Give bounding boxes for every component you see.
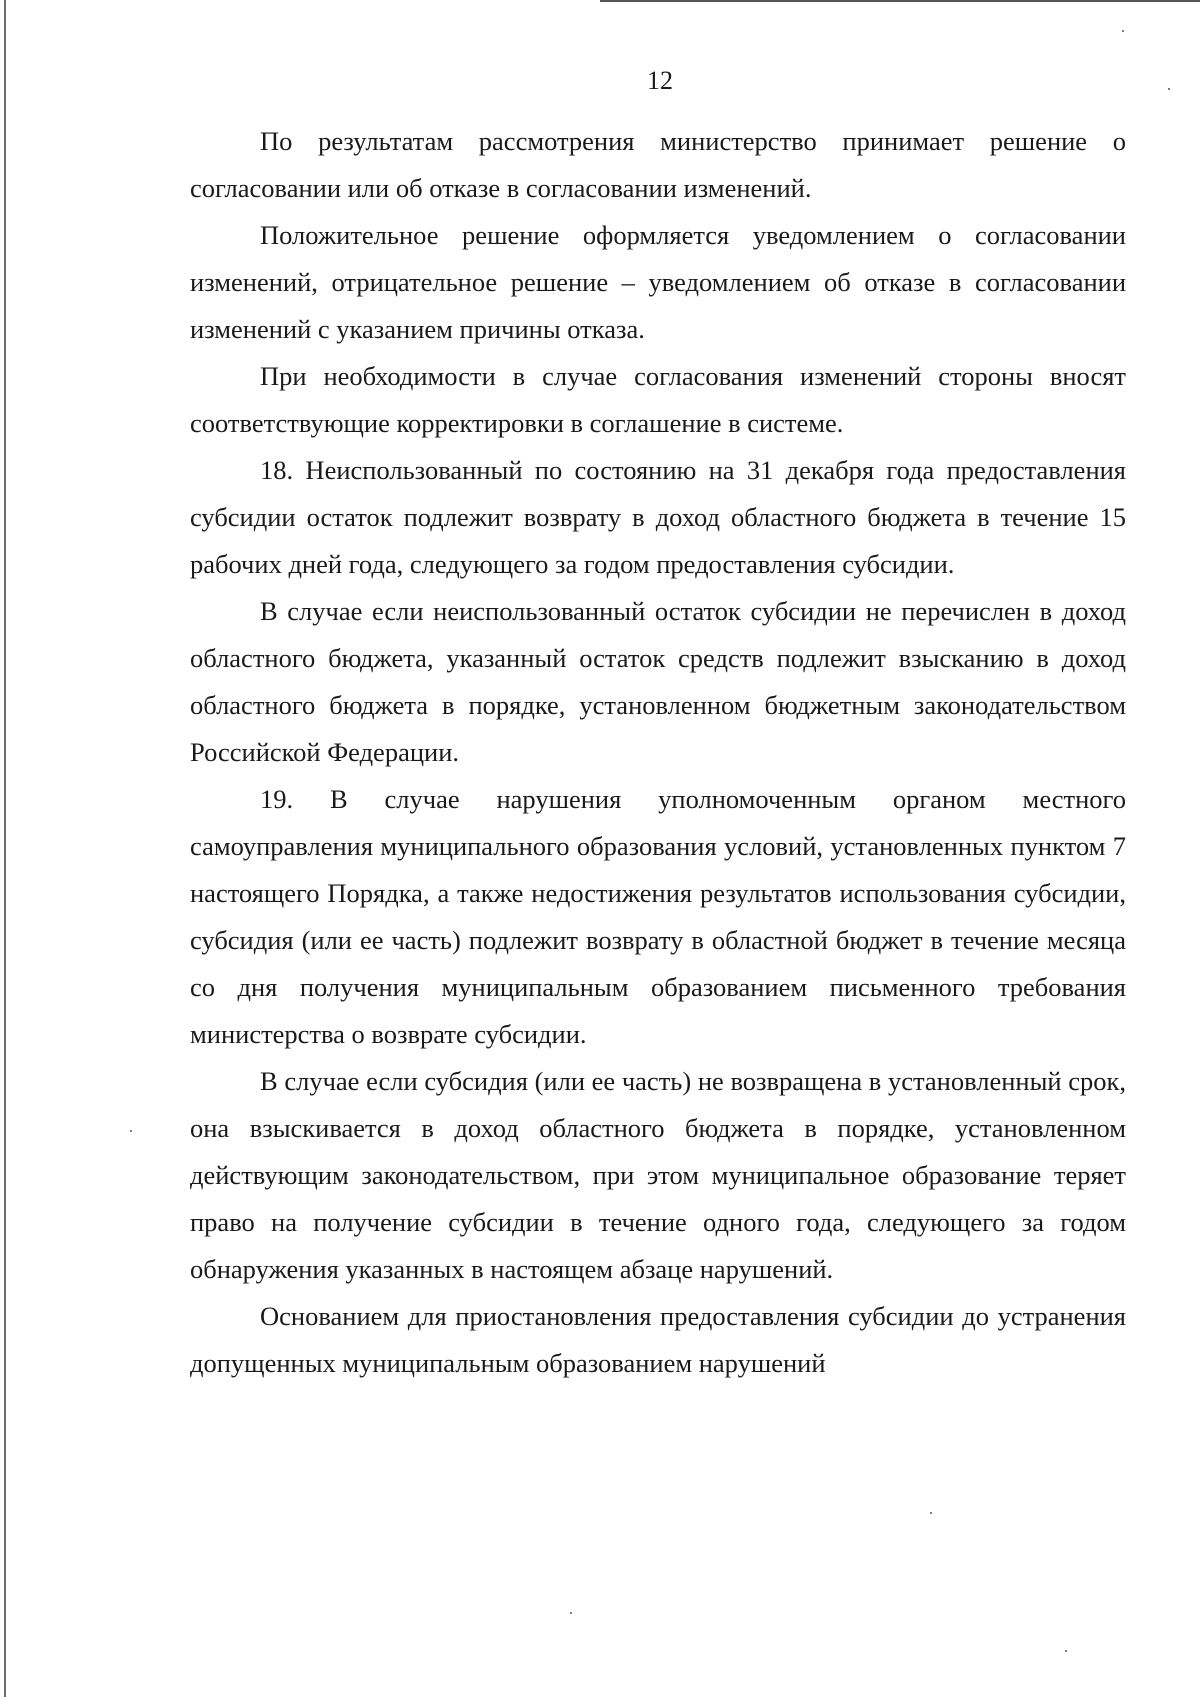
- scan-speck: [570, 1612, 572, 1614]
- page-number: 12: [647, 66, 673, 95]
- scan-speck: [130, 1130, 132, 1132]
- paragraph-suspension-basis: Основанием для приостановления предоставления субсидии до устранения допущенных муниципальным образованием нарушений: [190, 1301, 1126, 1378]
- scan-speck: [1065, 1650, 1067, 1652]
- scan-speck: [1122, 30, 1124, 32]
- scan-left-edge: [4, 0, 6, 1697]
- paragraph-item-18: 18. Неиспользованный по состоянию на 31 декабря года предоставления субсидии остаток подлежит возврату в доход областного бюджета в течение 15 рабочих дней года, следующего за годом предоставления субсидии.: [190, 455, 1126, 579]
- scan-top-rule: [600, 0, 1200, 2]
- paragraph-decision-notice: Положительное решение оформляется уведомлением о согласовании изменений, отрицательное решение – уведомлением об отказе в согласовании изменений с указанием причины отказа.: [190, 220, 1126, 344]
- paragraph-recovery-remainder: В случае если неиспользованный остаток субсидии не перечислен в доход областного бюджета, указанный остаток средств подлежит взысканию в доход областного бюджета в порядке, установленном бюджетным законодательством Российской Федерации.: [190, 596, 1126, 767]
- scan-speck: [1168, 88, 1170, 90]
- paragraph-item-19: 19. В случае нарушения уполномоченным органом местного самоуправления муниципального образования условий, установленных пунктом 7 настоящего Порядка, а также недостижения результатов использования субсидии, субсидия (или ее часть) подлежит возврату в областной бюджет в течение месяца со дня получения муниципальным образованием письменного требования министерства о возврате субсидии.: [190, 784, 1126, 1049]
- scan-speck: [930, 1512, 932, 1514]
- paragraph-approval-decision: По результатам рассмотрения министерство принимает решение о согласовании или об отказе в согласовании изменений.: [190, 126, 1126, 203]
- document-body: [190, 118, 1126, 1387]
- paragraph-recovery-subsidy: В случае если субсидия (или ее часть) не возвращена в установленный срок, она взыскивается в доход областного бюджета в порядке, установленном действующим законодательством, при этом муниципальное образование теряет право на получение субсидии в течение одного года, следующего за годом обнаружения указанных в настоящем абзаце нарушений.: [190, 1066, 1126, 1284]
- paragraph-corrections: При необходимости в случае согласования изменений стороны вносят соответствующие корректировки в соглашение в системе.: [190, 361, 1126, 438]
